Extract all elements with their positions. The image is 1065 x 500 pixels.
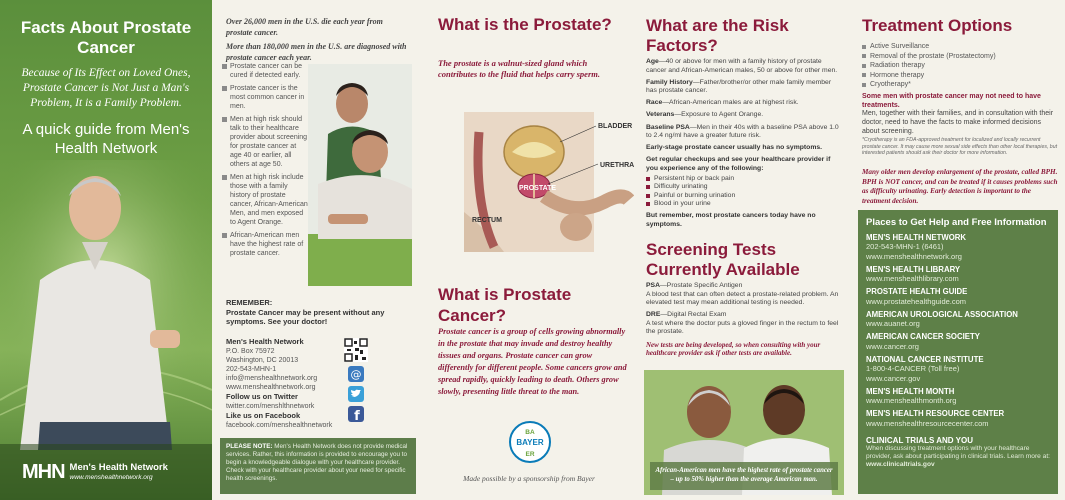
bayer-logo-text: BAYER xyxy=(516,438,544,447)
contact-line: Washington, DC 20013 xyxy=(226,357,299,364)
cover-guide-text: A quick guide from Men's Health Network xyxy=(22,121,190,157)
resource-phone: 1-800-4-CANCER (Toll free) xyxy=(866,364,960,373)
brand-name: Men's Health Network xyxy=(69,462,168,473)
list-item: Persistent hip or back pain xyxy=(646,175,842,184)
treatment-options-list xyxy=(862,42,1058,90)
cover-footer xyxy=(0,444,212,500)
list-item: Painful or burning urination xyxy=(646,192,842,201)
no-treatment-note: Some men with prostate cancer may not need to have treatments. Men, together with their families, and in consultation with their doctor, need to have the facts to make informed decisions about screening. xyxy=(862,93,1054,135)
list-item: Prostate cancer can be cured if detected early. xyxy=(220,62,308,80)
smiling-man-photo xyxy=(0,160,212,450)
list-item: Removal of the prostate (Prostatectomy) xyxy=(862,52,1058,62)
prostate-anatomy-diagram xyxy=(464,112,634,262)
resource-link[interactable]: www.menshealthnetwork.org xyxy=(866,251,962,261)
twitter-title: Follow us on Twitter xyxy=(226,392,298,401)
contact-block xyxy=(226,337,351,430)
list-item: Men at high risk include those with a family history of prostate cancer, African-American Men, and men exposed to Agent Orange. xyxy=(220,173,308,227)
screening-tests-heading: Screening Tests Currently Available xyxy=(646,240,800,279)
help-resources-box xyxy=(858,210,1058,494)
risk-item: Baseline PSA—Men in their 40s with a baseline PSA above 1.0 to 2.4 ng/ml have a greater future risk. xyxy=(646,123,839,140)
prostate-cancer-description: Prostate cancer is a group of cells growing abnormally in the prostate that may invade and destroy healthy tissues and organs. Prostate cancer can grow differently for different people. Some cancers grow and spread rapidly, quickly leading to death. Others grow slowly, presenting little threat to the man. xyxy=(438,327,627,396)
resource-link[interactable]: www.menshealthresourcecenter.com xyxy=(866,418,989,428)
resource-name: MEN'S HEALTH RESOURCE CENTER xyxy=(866,409,1005,418)
prostate-label: PROSTATE xyxy=(519,185,557,192)
symptoms-list xyxy=(646,175,842,209)
svg-text:f: f xyxy=(354,409,360,422)
stats-panel xyxy=(212,0,422,500)
stat-diagnosed: More than 180,000 men in the U.S. are diagnosed with prostate cancer each year. xyxy=(226,42,407,62)
contact-website[interactable]: www.menshealthnetwork.org xyxy=(226,384,316,391)
screening-body xyxy=(646,282,842,361)
remember-title: REMEMBER: xyxy=(226,298,273,307)
dre-item: DRE—Digital Rectal Exam A test where the doctor puts a gloved finger in the rectum to feel the prostate. xyxy=(646,311,839,336)
twitter-link[interactable]: twitter.com/menshlthnetwork xyxy=(226,403,315,410)
father-son-photo xyxy=(308,64,412,286)
facebook-link[interactable]: facebook.com/menshealthnetwork xyxy=(226,422,333,429)
clinical-trials-title: CLINICAL TRIALS AND YOU xyxy=(866,436,973,445)
note-text: Men's Health Network does not provide medical services. Rather, this information is provided to encourage you to begin a knowledgeable dialogue with your healthcare provider. Check with your healthcare provider about your need for specific health screenings. xyxy=(226,443,408,482)
facebook-icon[interactable] xyxy=(348,406,364,422)
new-tests-note: New tests are being developed, so when consulting with your healthcare provider ask if other tests are available. xyxy=(646,340,821,358)
list-item: Men at high risk should talk to their healthcare provider about screening for prostate cancer at age 40 or earlier, all others at age 50. xyxy=(220,115,308,169)
list-item: Cryotherapy* xyxy=(862,80,1058,90)
prostate-panel xyxy=(422,0,636,500)
contact-line: 202-543-MHN-1 xyxy=(226,366,277,373)
remember-box xyxy=(226,298,412,327)
remember-text: Prostate Cancer may be present without any symptoms. See your doctor! xyxy=(226,307,385,326)
note-title: PLEASE NOTE: xyxy=(226,443,273,450)
clinical-trials-text: When discussing treatment options with your healthcare provider, ask about participating in clinical trials. Learn more at: www.clinicaltrials.gov xyxy=(866,445,1050,468)
resource-link[interactable]: www.cancer.gov xyxy=(866,373,921,383)
bayer-logo-bottom: ER xyxy=(525,451,535,458)
list-item: African-American men have the highest rate of prostate cancer. xyxy=(220,231,308,258)
resource-name: PROSTATE HEALTH GUIDE xyxy=(866,287,968,296)
risk-item: Age—40 or above for men with a family history of prostate cancer and African-American males, 50 or above for other men. xyxy=(646,58,838,74)
what-is-prostate-cancer-heading: What is Prostate Cancer? xyxy=(438,285,572,325)
resource-link[interactable]: www.prostatehealthguide.com xyxy=(866,296,967,306)
contact-email[interactable]: info@menshealthnetwork.org xyxy=(226,375,318,382)
cover-subtitle: Because of Its Effect on Loved Ones, Prostate Cancer is Not Just a Man's Problem, It is a Family Problem. xyxy=(21,67,191,109)
resource-name: MEN'S HEALTH NETWORK xyxy=(866,232,967,242)
resource-name: NATIONAL CANCER INSTITUTE xyxy=(866,354,984,364)
brand-url: www.menshealthnetwork.org xyxy=(69,474,153,481)
cryotherapy-footnote: *Cryotherapy is an FDA-approved treatment for localized and locally recurrent prostate cancer. It may cause more sexual side effects than other local therapies, but interested patients should ask their doctor for more information. xyxy=(862,137,1058,156)
no-symptoms-note: But remember, most prostate cancers today have no symptoms. xyxy=(646,211,816,228)
svg-text:@: @ xyxy=(350,368,362,381)
facts-list xyxy=(220,62,308,262)
risk-item: Race—African-American males are at highest risk. xyxy=(646,99,799,107)
sponsor-line: Made possible by a sponsorship from Bayer xyxy=(463,474,595,483)
bayer-logo xyxy=(508,420,552,464)
stat-deaths: Over 26,000 men in the U.S. die each year from prostate cancer. xyxy=(226,17,383,37)
bayer-logo-top: BA xyxy=(525,429,535,436)
contact-line: P.O. Box 75972 xyxy=(226,348,275,355)
resource-name: AMERICAN CANCER SOCIETY xyxy=(866,332,980,341)
help-title: Places to Get Help and Free Information xyxy=(866,217,1047,228)
twitter-icon[interactable] xyxy=(348,386,364,402)
bladder-label: BLADDER xyxy=(598,123,633,130)
resource-link[interactable]: www.cancer.org xyxy=(866,341,919,351)
resource-link[interactable]: www.auanet.org xyxy=(866,319,920,328)
cover-panel xyxy=(0,0,212,500)
qr-code-icon[interactable] xyxy=(344,338,368,362)
early-stage-note: Early-stage prostate cancer usually has no symptoms. xyxy=(646,144,823,152)
treatment-panel xyxy=(850,0,1065,500)
list-item: Blood in your urine xyxy=(646,200,842,209)
mhn-logo: MHN xyxy=(22,460,65,483)
what-is-prostate-heading: What is the Prostate? xyxy=(438,15,612,34)
resource-link[interactable]: www.menshealthmonth.org xyxy=(866,396,957,405)
treatment-options-heading: Treatment Options xyxy=(862,16,1013,35)
resource-name: AMERICAN UROLOGICAL ASSOCIATION xyxy=(866,309,1018,319)
risk-item: Veterans—Exposure to Agent Orange. xyxy=(646,111,764,119)
resource-phone: 202-543-MHN-1 (6461) xyxy=(866,242,944,251)
clinical-trials-link[interactable]: www.clinicaltrials.gov xyxy=(866,461,935,468)
bph-note: Many older men develop enlargement of the prostate, called BPH. BPH is NOT cancer, and can be treated if it causes problems such as difficulty urinating. Early detection is important to the treatment decision. xyxy=(862,168,1058,205)
risk-factors-body xyxy=(646,58,842,233)
photo-caption: African-American men have the highest rate of prostate cancer – up to 50% higher than the average American man. xyxy=(650,462,838,490)
risk-item: Family History—Father/brother/or other male family member has prostate cancer. xyxy=(646,78,832,95)
list-item: Active Surveillance xyxy=(862,42,1058,52)
resource-name: MEN'S HEALTH MONTH xyxy=(866,386,955,396)
list-item: Prostate cancer is the most common cancer in men. xyxy=(220,84,308,111)
urethra-label: URETHRA xyxy=(600,162,634,169)
risk-screening-panel xyxy=(636,0,850,500)
prostate-definition: The prostate is a walnut-sized gland which contributes to the fluid that helps carry sperm. xyxy=(438,58,600,79)
resource-name: MEN'S HEALTH LIBRARY xyxy=(866,264,961,274)
cover-title: Facts About Prostate Cancer xyxy=(20,18,192,57)
risk-factors-heading: What are the Risk Factors? xyxy=(646,16,789,55)
contact-org: Men's Health Network xyxy=(226,337,304,346)
resource-link[interactable]: www.menshealthlibrary.com xyxy=(866,274,959,283)
email-at-icon[interactable] xyxy=(348,366,364,382)
facebook-title: Like us on Facebook xyxy=(226,411,301,420)
list-item: Radiation therapy xyxy=(862,61,1058,71)
checkups-note: Get regular checkups and see your healthcare provider if you experience any of the following: xyxy=(646,156,831,172)
list-item: Difficulty urinating xyxy=(646,183,842,192)
please-note-box xyxy=(220,438,416,494)
psa-item: PSA—Prostate Specific Antigen A blood test that can often detect a prostate-related problem. An elevated test may mean additional testing is needed. xyxy=(646,282,839,307)
rectum-label: RECTUM xyxy=(472,217,502,224)
list-item: Hormone therapy xyxy=(862,71,1058,81)
